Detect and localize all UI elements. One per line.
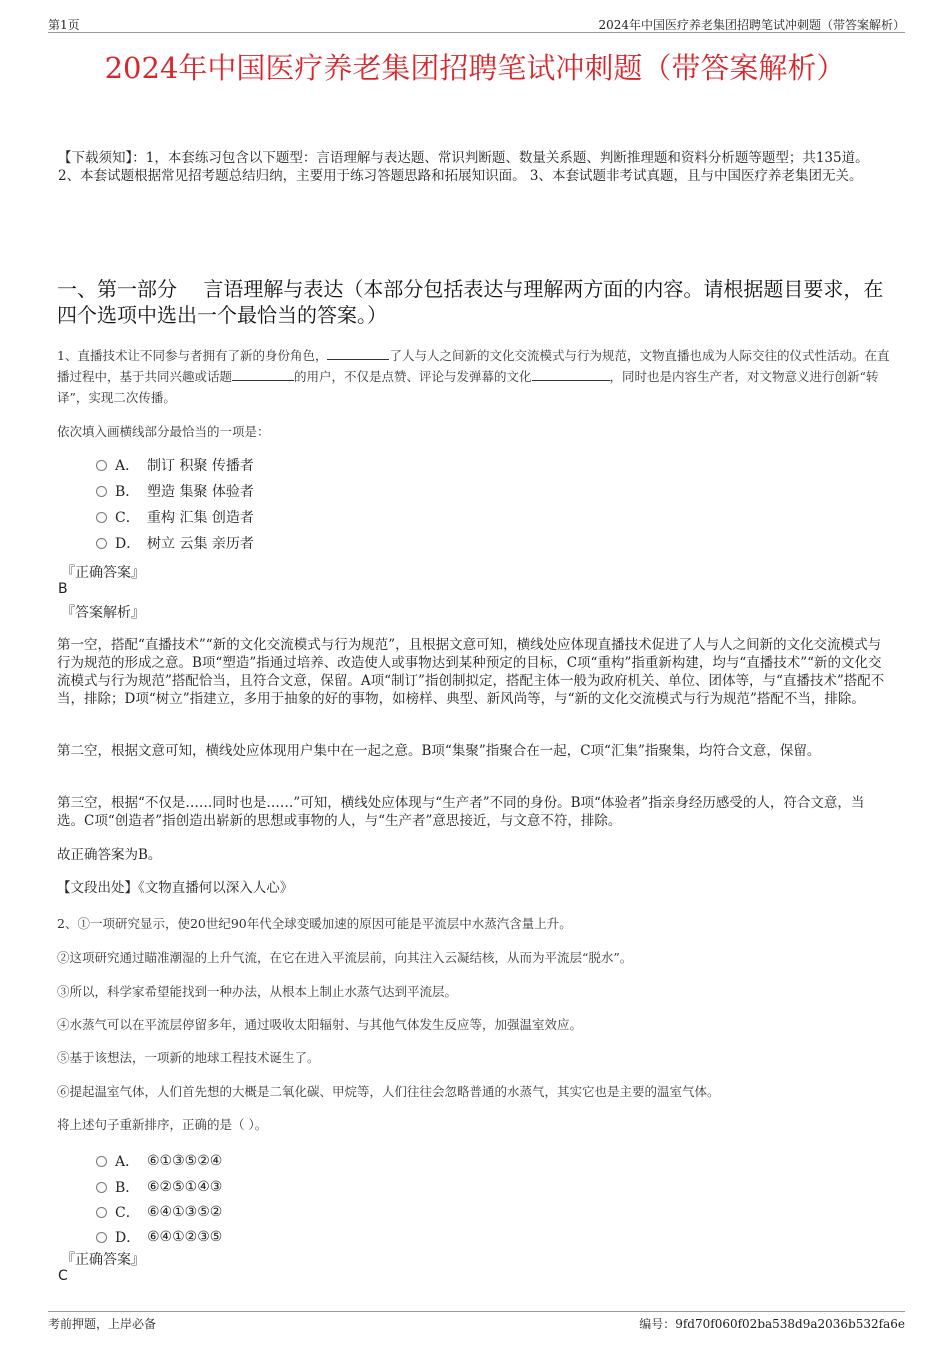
q2-option-a[interactable]: A． ⑥①③⑤②④ xyxy=(96,1151,222,1171)
radio-icon[interactable] xyxy=(96,512,107,523)
q1-option-b[interactable]: B． 塑造 集聚 体验者 xyxy=(96,481,254,501)
blank-1 xyxy=(327,347,389,360)
q1-analysis-paragraph-1: 第一空，搭配“直播技术”“新的文化交流模式与行为规范”，且根据文意可知，横线处应体现直播技术促进了人与人之间新的文化交流模式与行为规范的形成之意。B项“塑造”指通过培养、改造使人或事物达到某种预定的目标，C项“重构”指重新构建，均与“直播技术”“新的文化交流模式与行为规范”搭配恰当，且符合文意，保留。A项“制订”指创制拟定，搭配主体一般为政府机关、单位、团体等，与“直播技术”搭配不当，排除；D项“树立”指建立，多用于抽象的好的事物，如榜样、典型、新风尚等，与“新的文化交流模式与行为规范”搭配不当，排除。 xyxy=(57,637,885,707)
q2-option-b[interactable]: B． ⑥②⑤①④③ xyxy=(96,1177,222,1197)
page-header xyxy=(48,14,905,33)
q2-answer-label: 『正确答案』 xyxy=(61,1252,145,1268)
q1-option-a[interactable]: A． 制订 积聚 传播者 xyxy=(96,455,254,475)
q2-sentence-6: ⑥提起温室气体，人们首先想的大概是二氧化碳、甲烷等，人们往往会忽略普通的水蒸气，其实它也是主要的温室气体。 xyxy=(57,1084,720,1099)
page-title: 2024年中国医疗养老集团招聘笔试冲刺题（带答案解析） xyxy=(104,51,846,85)
q1-analysis-paragraph-4: 故正确答案为B。 xyxy=(57,847,162,863)
section-title: 一、第一部分 言语理解与表达（本部分包括表达与理解两方面的内容。请根据题目要求，在四个选项中选出一个最恰当的答案。） xyxy=(57,277,884,327)
q2-sentence-3: ③所以，科学家希望能找到一种办法，从根本上制止水蒸气达到平流层。 xyxy=(57,984,458,999)
footer-slogan: 考前押题，上岸必备 xyxy=(48,1317,157,1331)
page-footer xyxy=(48,1311,905,1331)
question-1-prompt: 依次填入画横线部分最恰当的一项是： xyxy=(57,424,270,439)
header-doc-title: 2024年中国医疗养老集团招聘笔试冲刺题（带答案解析） xyxy=(598,18,905,32)
q1-answer: B xyxy=(58,581,68,597)
q2-option-d[interactable]: D． ⑥④①②③⑤ xyxy=(96,1227,222,1247)
q1-analysis-paragraph-3: 第三空，根据“不仅是……同时也是……”可知，横线处应体现与“生产者”不同的身份。B项“体验者”指亲身经历感受的人，符合文意，当选。C项“创造者”指创造出崭新的思想或事物的人，与“生产者”意思接近，与文意不符，排除。 xyxy=(57,795,865,829)
blank-3 xyxy=(532,368,610,381)
radio-icon[interactable] xyxy=(96,1207,107,1218)
q1-analysis-label: 『答案解析』 xyxy=(61,605,145,621)
q1-answer-label: 『正确答案』 xyxy=(61,565,145,581)
q1-source: 【文段出处】《文物直播何以深入人心》 xyxy=(57,880,294,896)
radio-icon[interactable] xyxy=(96,460,107,471)
q2-option-c[interactable]: C． ⑥④①③⑤② xyxy=(96,1202,222,1222)
q1-option-d[interactable]: D． 树立 云集 亲历者 xyxy=(96,533,254,553)
page-number: 第1页 xyxy=(48,18,80,32)
q2-sentence-5: ⑤基于该想法，一项新的地球工程技术诞生了。 xyxy=(57,1050,320,1065)
radio-icon[interactable] xyxy=(96,538,107,549)
q2-prompt: 将上述句子重新排序，正确的是（ ）。 xyxy=(57,1117,268,1132)
q2-sentence-1: 2、①一项研究显示，使20世纪90年代全球变暖加速的原因可能是平流层中水蒸汽含量上升。 xyxy=(57,916,572,931)
footer-serial: 编号：9fd70f060f02ba538d9a2036b532fa6e xyxy=(639,1317,905,1331)
download-notice: 【下载须知】：1，本套练习包含以下题型：言语理解与表达题、常识判断题、数量关系题、判断推理题和资料分析题等题型；共135道。 2、本套试题根据常见招考题总结归纳，主要用于练习答题思路和拓展知识面。 3、本套试题非考试真题，且与中国医疗养老集团无关。 xyxy=(58,150,869,184)
radio-icon[interactable] xyxy=(96,486,107,497)
q2-answer: C xyxy=(58,1268,68,1284)
question-1-text: 1、直播技术让不同参与者拥有了新的身份角色， 了人与人之间新的文化交流模式与行为规范，文物直播也成为人际交往的仪式性活动。在直播过程中，基于共同兴趣或话题 的用户，不仅是点赞、评论与发弹幕的文化 ，同时也是内容生产者，对文物意义进行创新“转译”，实现二次传播。 xyxy=(57,348,890,405)
blank-2 xyxy=(232,368,294,381)
q1-option-c[interactable]: C． 重构 汇集 创造者 xyxy=(96,507,254,527)
radio-icon[interactable] xyxy=(96,1182,107,1193)
q2-sentence-4: ④水蒸气可以在平流层停留多年，通过吸收太阳辐射、与其他气体发生反应等，加强温室效应。 xyxy=(57,1017,583,1032)
radio-icon[interactable] xyxy=(96,1156,107,1167)
radio-icon[interactable] xyxy=(96,1232,107,1243)
q2-sentence-2: ②这项研究通过瞄准潮湿的上升气流，在它在进入平流层前，向其注入云凝结核，从而为平流层“脱水”。 xyxy=(57,950,633,965)
q1-analysis-paragraph-2: 第二空，根据文意可知，横线处应体现用户集中在一起之意。B项“集聚”指聚合在一起，C项“汇集”指聚集，均符合文意，保留。 xyxy=(57,743,821,759)
